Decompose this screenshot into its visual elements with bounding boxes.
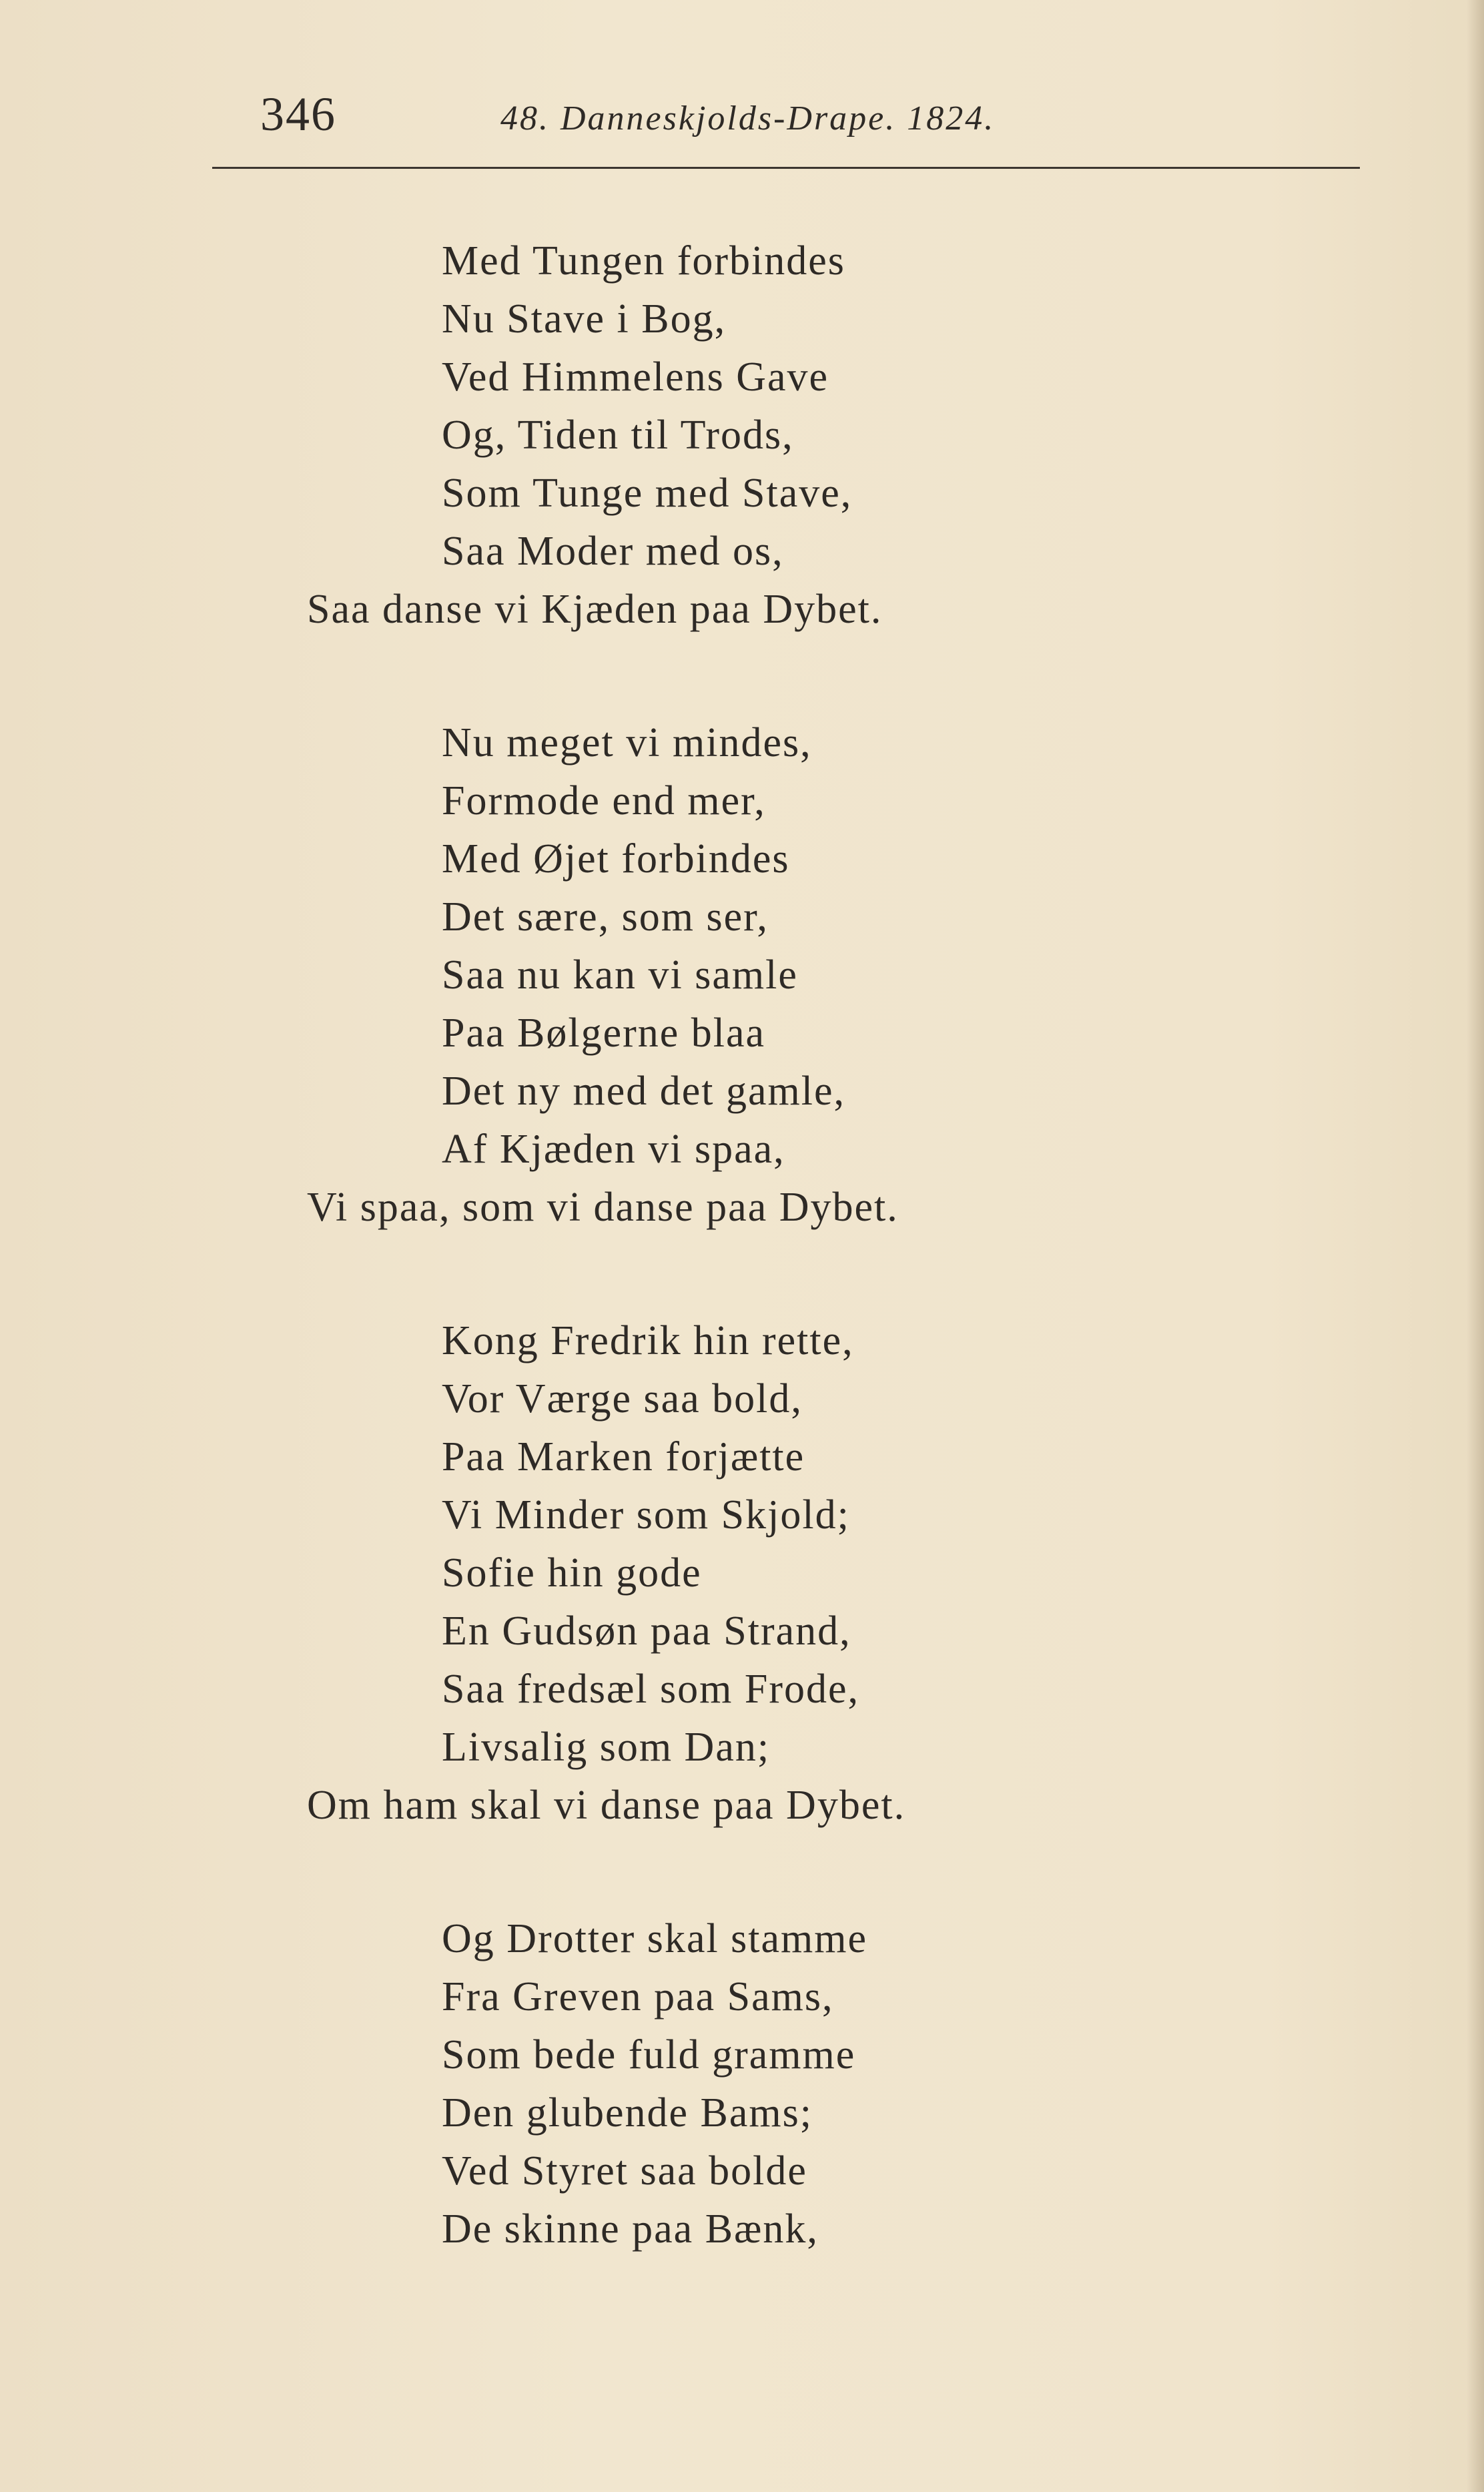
verse-line: Formode end mer, <box>442 778 766 824</box>
verse-line: Som bede fuld gramme <box>442 2032 856 2078</box>
verse-line: Det ny med det gamle, <box>442 1068 845 1114</box>
verse-line: Som Tunge med Stave, <box>442 471 853 516</box>
verse-line: Sofie hin gode <box>442 1550 702 1596</box>
page-number: 346 <box>260 87 336 141</box>
verse-line: Livsalig som Dan; <box>442 1725 771 1770</box>
verse-line: Og Drotter skal stamme <box>442 1916 868 1961</box>
refrain-line: Vi spaa, som vi danse paa Dybet. <box>307 1185 899 1230</box>
verse-line: Ved Styret saa bolde <box>442 2148 807 2194</box>
verse-line: Vor Værge saa bold, <box>442 1376 803 1422</box>
page-edge-shadow <box>1467 0 1484 2492</box>
verse-line: Ved Himmelens Gave <box>442 354 829 400</box>
verse-line: Paa Marken forjætte <box>442 1434 805 1480</box>
verse-line: Kong Fredrik hin rette, <box>442 1318 854 1363</box>
refrain-line: Saa danse vi Kjæden paa Dybet. <box>307 587 883 632</box>
verse-line: Saa Moder med os, <box>442 529 784 574</box>
verse-line: Nu meget vi mindes, <box>442 720 812 765</box>
running-head: 48. Danneskjolds-Drape. 1824. <box>500 99 996 137</box>
verse-line: Fra Greven paa Sams, <box>442 1974 834 2019</box>
header-rule <box>212 167 1360 169</box>
verse-line: Med Øjet forbindes <box>442 836 790 882</box>
verse-line: Den glubende Bams; <box>442 2090 813 2136</box>
verse-line: Paa Bølgerne blaa <box>442 1010 766 1056</box>
verse-line: Nu Stave i Bog, <box>442 296 727 342</box>
verse-line: Af Kjæden vi spaa, <box>442 1127 785 1172</box>
verse-line: En Gudsøn paa Strand, <box>442 1608 851 1654</box>
verse-line: Med Tungen forbindes <box>442 238 845 284</box>
refrain-line: Om ham skal vi danse paa Dybet. <box>307 1783 906 1828</box>
verse-line: Vi Minder som Skjold; <box>442 1492 850 1538</box>
verse-line: Og, Tiden til Trods, <box>442 412 794 458</box>
verse-line: De skinne paa Bænk, <box>442 2206 819 2252</box>
verse-line: Saa fredsæl som Frode, <box>442 1666 860 1712</box>
page-header <box>260 87 1361 147</box>
verse-line: Det sære, som ser, <box>442 894 769 940</box>
verse-line: Saa nu kan vi samle <box>442 952 798 998</box>
